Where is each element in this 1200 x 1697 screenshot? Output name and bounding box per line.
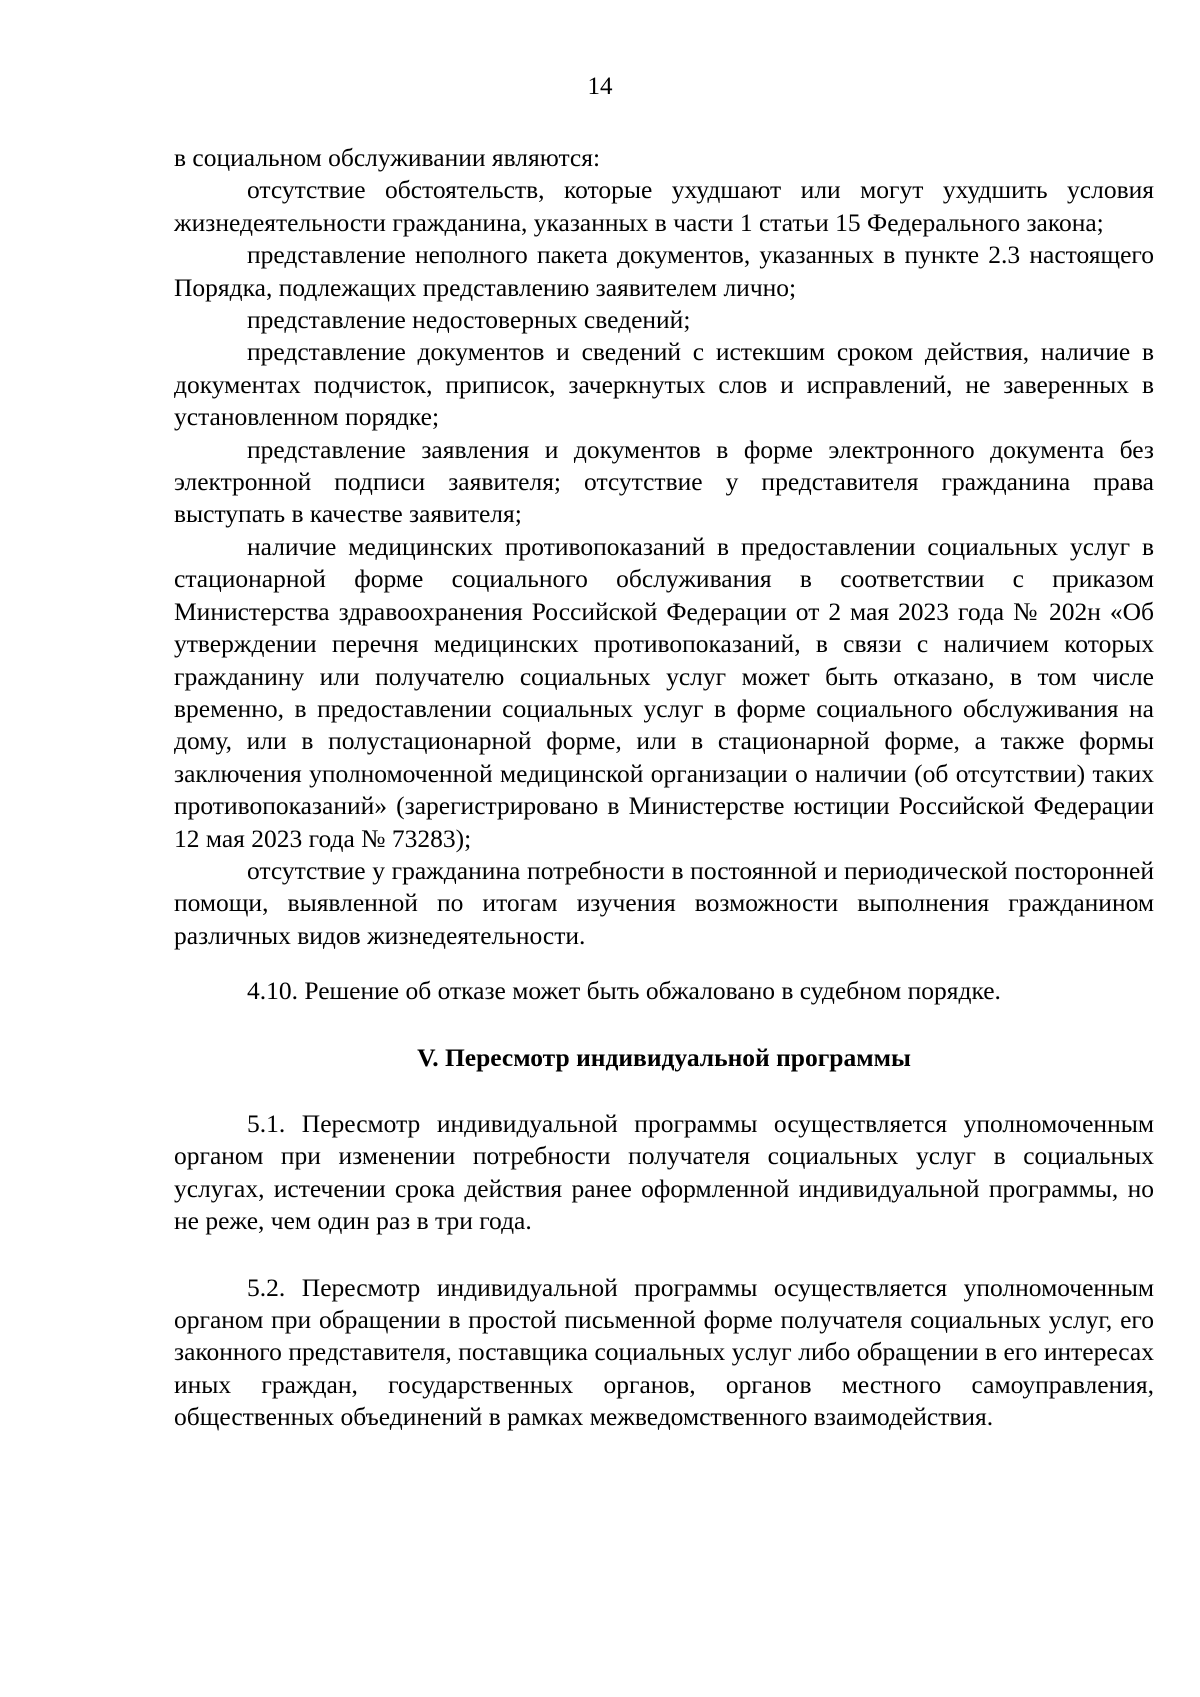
paragraph-item: представление документов и сведений с истекшим сроком действия, наличие в документах подчисток, приписок, зачеркнутых слов и исправлений, не заверенных в установленном порядке; <box>174 337 1154 432</box>
section-heading: V. Пересмотр индивидуальной программы <box>417 1042 911 1072</box>
document-body <box>174 142 1154 1434</box>
paragraph-item: отсутствие у гражданина потребности в постоянной и периодической посторонней помощи, выявленной по итогам изучения возможности выполнения гражданином различных видов жизнедеятельности. <box>174 855 1154 950</box>
clause-5-1: 5.1. Пересмотр индивидуальной программы осуществляется уполномоченным органом при изменении потребности получателя социальных услуг в социальных услугах, истечении срока действия ранее оформленной индивидуальной программы, но не реже, чем один раз в три года. <box>174 1108 1154 1236</box>
paragraph-item: отсутствие обстоятельств, которые ухудшают или могут ухудшить условия жизнедеятельности гражданина, указанных в части 1 статьи 15 Федерального закона; <box>174 175 1154 237</box>
paragraph-item: представление заявления и документов в форме электронного документа без электронной подписи заявителя; отсутствие у представителя гражданина права выступать в качестве заявителя; <box>174 434 1154 529</box>
paragraph-item: представление неполного пакета документов, указанных в пункте 2.3 настоящего Порядка, подлежащих представлению заявителем лично; <box>174 240 1154 302</box>
clause-5-2: 5.2. Пересмотр индивидуальной программы осуществляется уполномоченным органом при обращении в простой письменной форме получателя социальных услуг, его законного представителя, поставщика социальных услуг либо обращении в его интересах иных граждан, государственных органов, органов местного самоуправления, общественных объединений в рамках межведомственного взаимодействия. <box>174 1272 1154 1432</box>
clause-4-10: 4.10. Решение об отказе может быть обжаловано в судебном порядке. <box>247 976 1001 1006</box>
paragraph-continuation: в социальном обслуживании являются: <box>174 143 601 172</box>
paragraph-item: наличие медицинских противопоказаний в предоставлении социальных услуг в стационарной форме социального обслуживания в соответствии с приказом Министерства здравоохранения Российской Федерации от 2 мая 2023 года № 202н «Об утверждении перечня медицинских противопоказаний, в связи с наличием которых гражданину или получателю социальных услуг может быть отказано, в том числе временно, в предоставлении социальных услуг в форме социального обслуживания на дому, или в полустационарной форме, или в стационарной форме, а также формы заключения уполномоченной медицинской организации о наличии (об отсутствии) таких противопоказаний» (зарегистрировано в Министерстве юстиции Российской Федерации 12 мая 2023 года № 73283); <box>174 531 1154 853</box>
paragraph-item: представление недостоверных сведений; <box>247 305 691 335</box>
page-number: 14 <box>587 73 613 100</box>
